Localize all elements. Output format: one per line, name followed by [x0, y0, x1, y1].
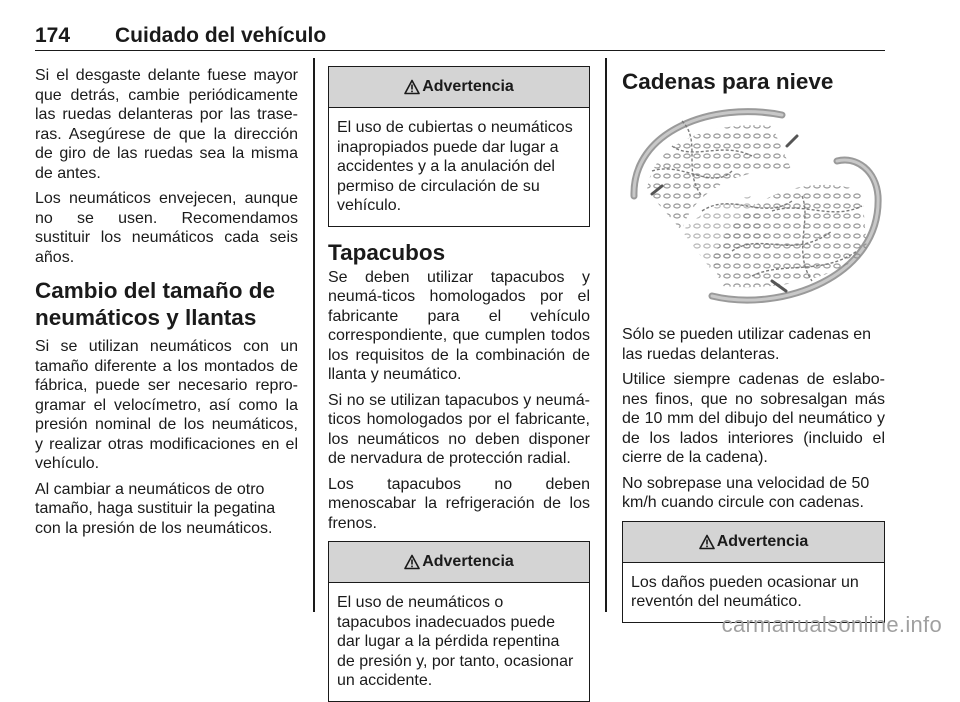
warning-text: El uso de neumáticos o tapacubos inadecuados puede dar lugar a la pérdida repentina de presión y, por tanto, ocasionar un accidente.: [337, 594, 574, 689]
snow-chains-illustration: [622, 101, 884, 315]
paragraph-brake-cooling: Los tapacubos no deben menoscabar la refrigeración de los frenos.: [328, 475, 590, 532]
chapter-title: Cuidado del vehículo: [115, 24, 327, 47]
warning-title: Advertencia: [422, 553, 514, 570]
paragraph-pressure-sticker: Al cambiar a neumáticos de otro tamaño, haga sustituir la pegatina con la presión de los neumáticos.: [35, 480, 276, 537]
warning-text: El uso de cubiertas o neumáticos inapropiados puede dar lugar a accidentes y a la anulación del permiso de circulación de su vehículo.: [337, 119, 573, 214]
warning-triangle-icon: [404, 554, 420, 570]
warning-box-tires: [328, 66, 590, 227]
paragraph-front-wheels: Sólo se pueden utilizar cadenas en las ruedas delanteras.: [622, 326, 872, 363]
column-1: [35, 66, 298, 544]
warning-title: Advertencia: [716, 532, 809, 550]
heading-wheel-covers: Tapacubos: [328, 239, 446, 265]
page-header: [35, 20, 885, 51]
column-3: [622, 66, 885, 623]
paragraph-tire-aging: Los neumáticos envejecen, aunque no se usen. Recomendamos sustituir los neumáticos cada seis años.: [35, 190, 298, 266]
paragraph-fine-links: Utilice siempre cadenas de eslabo-nes finos, que no sobresalgan más de 10 mm del dibujo del neumático y de los lados interiores (incluido el cierre de la cadena).: [622, 371, 885, 466]
watermark: carmanualsonline.info: [721, 612, 942, 637]
paragraph-tire-wear: Si el desgaste delante fuese mayor que detrás, cambie periódicamente las ruedas delanteras por las trase-ras. Asegúrese de que la dirección de giro de las ruedas sea la misma de antes.: [35, 67, 298, 182]
paragraph-different-size: Si se utilizan neumáticos con un tamaño diferente a los montados de fábrica, puede ser necesario repro-gramar el velocímetro, así como la presión nominal de los neumáticos, y realizar otras modificaciones en el vehículo.: [35, 338, 298, 472]
warning-triangle-icon: [404, 79, 420, 95]
heading-tire-size-change: Cambio del tamaño de neumáticos y llantas: [35, 278, 276, 330]
warning-header: [623, 522, 884, 563]
warning-box-chains: [622, 521, 885, 623]
warning-triangle-icon: [699, 534, 715, 550]
warning-header: [329, 542, 589, 583]
column-divider-left: [313, 58, 315, 612]
paragraph-speed-limit: No sobrepase una velocidad de 50 km/h cuando circule con cadenas.: [622, 474, 870, 511]
paragraph-approved-covers: Se deben utilizar tapacubos y neumá-ticos homologados por el fabricante para el vehículo correspondiente, que cumplen todos los requisitos de la combinación de llanta y neumático.: [328, 268, 590, 383]
warning-header: [329, 67, 589, 108]
heading-snow-chains: Cadenas para nieve: [622, 69, 834, 94]
column-divider-right: [605, 58, 607, 612]
page-number: 174: [35, 24, 71, 47]
warning-title: Advertencia: [422, 78, 514, 95]
warning-box-covers: [328, 541, 590, 702]
snow-chains-drawing: [622, 101, 884, 315]
paragraph-radial-rib: Si no se utilizan tapacubos y neumá-ticos homologados por el fabricante, los neumáticos no deben disponer de nervadura de protección radial.: [328, 391, 590, 467]
warning-text: Los daños pueden ocasionar un reventón del neumático.: [631, 573, 859, 610]
column-2: [328, 66, 590, 702]
